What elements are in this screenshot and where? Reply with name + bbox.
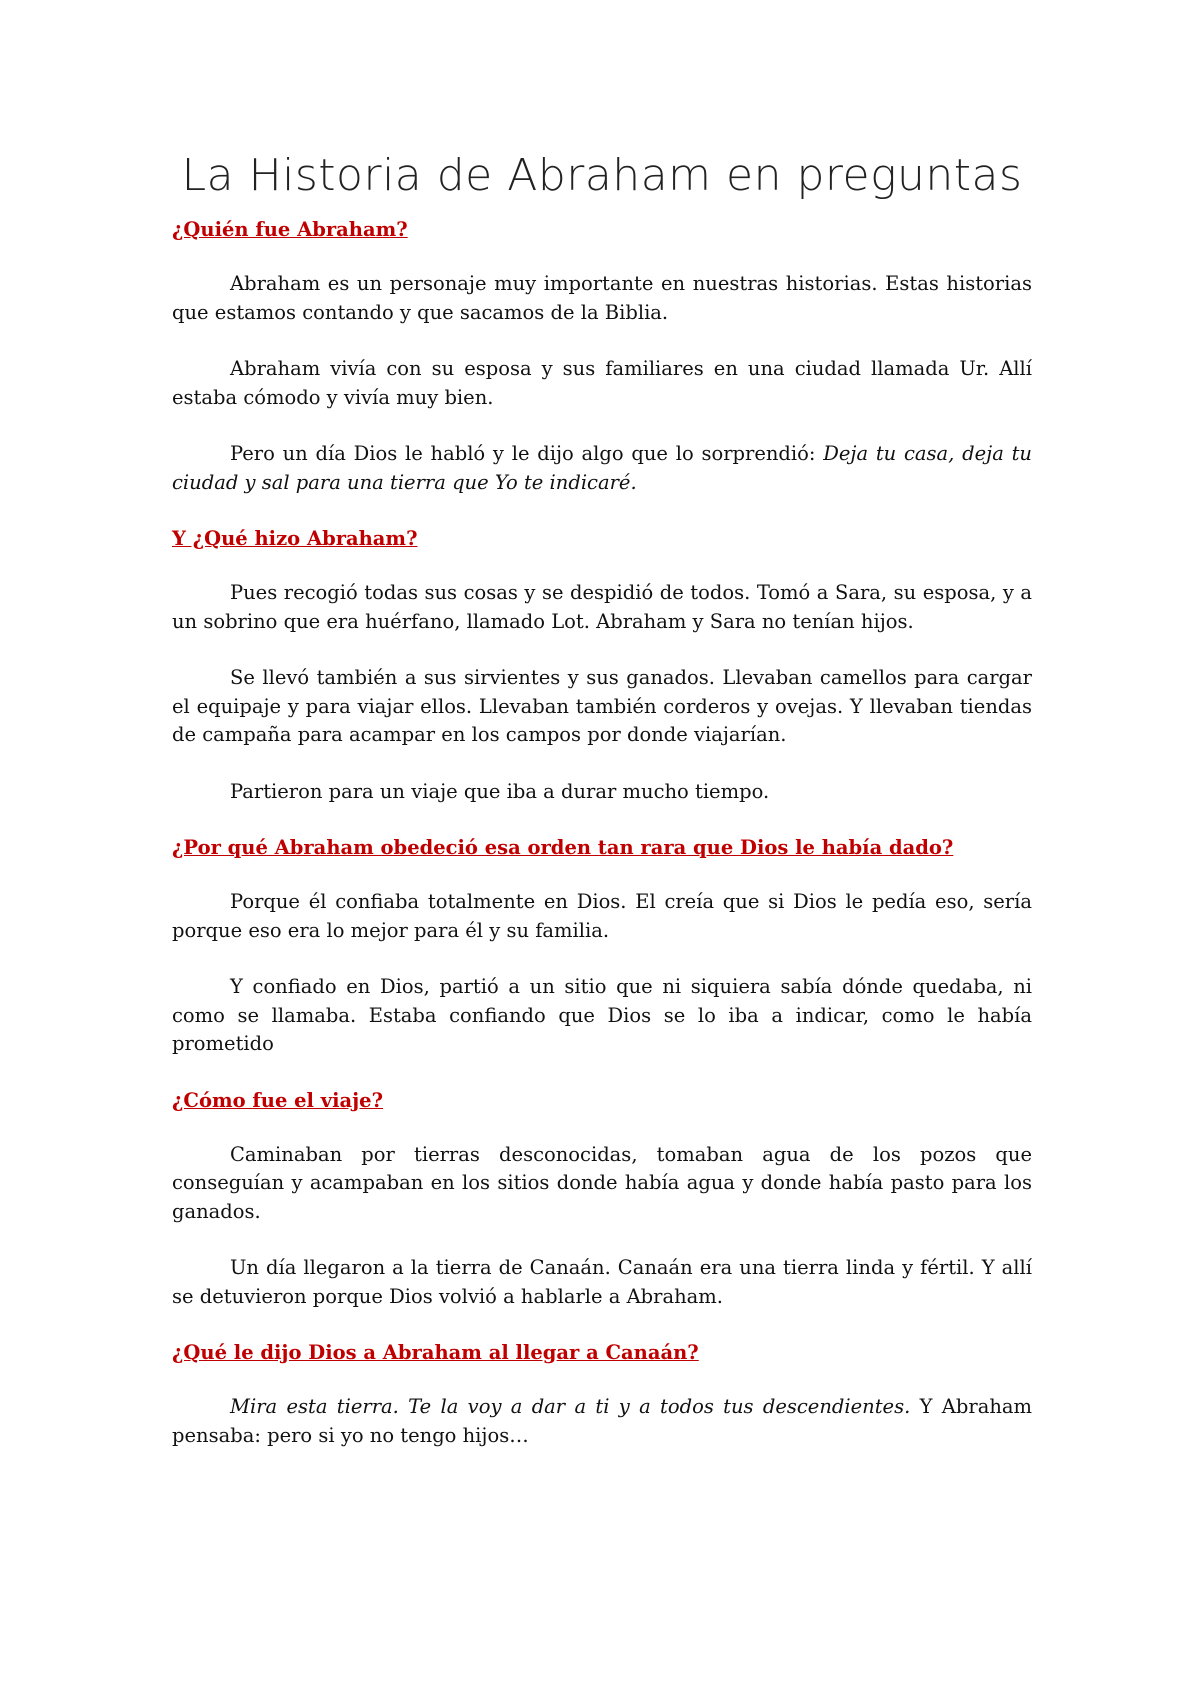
paragraph: Caminaban por tierras desconocidas, tomaban agua de los pozos que conseguían y acampaban en los sitios donde había agua y donde había pasto para los ganados. [172, 1142, 1032, 1223]
paragraph: Pues recogió todas sus cosas y se despidió de todos. Tomó a Sara, su esposa, y a un sobrino que era huérfano, llamado Lot. Abraham y Sara no tenían hijos. [172, 581, 1032, 633]
section-3 [172, 834, 1032, 1059]
paragraph: Un día llegaron a la tierra de Canaán. Canaán era una tierra linda y fértil. Y allí se detuvieron porque Dios volvió a hablarle a Abraham. [172, 1256, 1032, 1308]
section-2 [172, 525, 1032, 806]
paragraph: Y confiado en Dios, partió a un sitio que ni siquiera sabía dónde quedaba, ni como se llamaba. Estaba confiando que Dios se lo iba a indicar, como le había prometido [172, 975, 1032, 1055]
quote-italic: Deja tu casa, deja tu ciudad y sal para una tierra que Yo te indicaré. [172, 442, 1032, 494]
paragraph: Mira esta tierra. Te la voy a dar a ti y a todos tus descendientes. Y Abraham pensaba: pero si yo no tengo hijos… [172, 1395, 1032, 1447]
paragraph: Porque él confiaba totalmente en Dios. El creía que si Dios le pedía eso, sería porque eso era lo mejor para él y su familia. [172, 890, 1032, 942]
section-5 [172, 1339, 1032, 1450]
paragraph: Partieron para un viaje que iba a durar mucho tiempo. [230, 779, 770, 803]
paragraph: Se llevó también a sus sirvientes y sus ganados. Llevaban camellos para cargar el equipaje y para viajar ellos. Llevaban también corderos y ovejas. Y llevaban tiendas de campaña para acampar en los campos por donde viajarían. [172, 666, 1032, 746]
section-question: ¿Quién fue Abraham? [172, 218, 408, 241]
quote-italic: Mira esta tierra. Te la voy a dar a ti y a todos tus descendientes. [230, 1395, 911, 1418]
section-question: ¿Qué le dijo Dios a Abraham al llegar a Canaán? [172, 1341, 699, 1364]
paragraph: Abraham es un personaje muy importante en nuestras historias. Estas historias que estamos contando y que sacamos de la Biblia. [172, 272, 1032, 324]
paragraph: Pero un día Dios le habló y le dijo algo que lo sorprendió: Deja tu casa, deja tu ciudad y sal para una tierra que Yo te indicaré. [172, 442, 1032, 494]
section-question: Y ¿Qué hizo Abraham? [172, 527, 418, 550]
paragraph: Abraham vivía con su esposa y sus familiares en una ciudad llamada Ur. Allí estaba cómodo y vivía muy bien. [172, 357, 1032, 409]
document-page [172, 0, 1032, 1450]
document-title: La Historia de Abraham en preguntas [181, 150, 1023, 201]
section-1 [172, 216, 1032, 497]
section-question: ¿Por qué Abraham obedeció esa orden tan rara que Dios le había dado? [172, 836, 954, 859]
section-4 [172, 1087, 1032, 1312]
section-question: ¿Cómo fue el viaje? [172, 1088, 384, 1112]
